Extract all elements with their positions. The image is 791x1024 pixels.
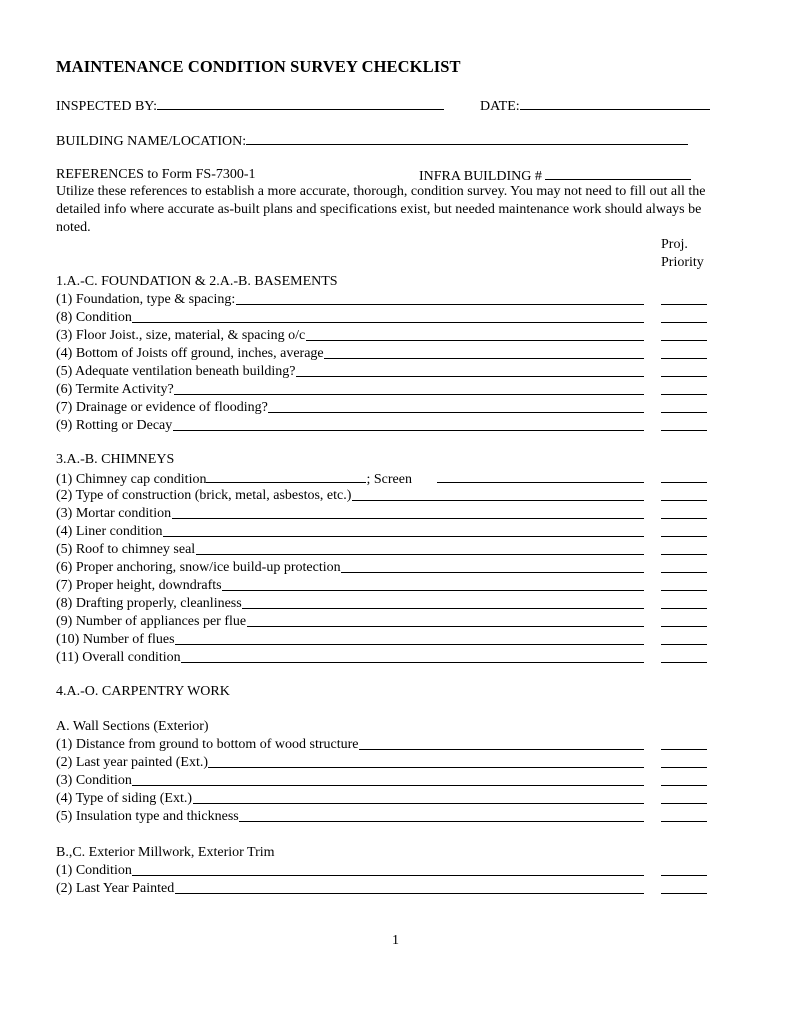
checklist-item-label: (6) Termite Activity?	[56, 382, 174, 397]
checklist-item-label: (7) Drainage or evidence of flooding?	[56, 400, 268, 415]
priority-field[interactable]	[661, 644, 707, 645]
priority-field[interactable]	[661, 803, 707, 804]
priority-field[interactable]	[661, 376, 707, 377]
date-row	[480, 96, 710, 114]
priority-field[interactable]	[661, 590, 707, 591]
checklist-item-field[interactable]	[341, 572, 644, 573]
priority-field[interactable]	[661, 572, 707, 573]
checklist-item-field[interactable]	[174, 394, 644, 395]
chimney-cap-label: (1) Chimney cap condition ; Screen	[56, 469, 412, 489]
checklist-item-row	[56, 613, 708, 631]
checklist-item-row	[56, 754, 708, 772]
checklist-item-field[interactable]	[208, 767, 644, 768]
page-title: MAINTENANCE CONDITION SURVEY CHECKLIST	[56, 57, 461, 76]
priority-field[interactable]	[661, 500, 707, 501]
checklist-item-row	[56, 309, 708, 327]
building-label: BUILDING NAME/LOCATION:	[56, 134, 247, 149]
priority-field[interactable]	[661, 554, 707, 555]
checklist-item-row	[56, 880, 708, 898]
checklist-item-label: (6) Proper anchoring, snow/ice build-up protection	[56, 560, 341, 575]
checklist-item-row	[56, 291, 708, 309]
checklist-item-field[interactable]	[132, 785, 644, 786]
checklist-item-label: (1) Distance from ground to bottom of wood structure	[56, 737, 359, 752]
checklist-item-label: (3) Mortar condition	[56, 506, 172, 521]
priority-field[interactable]	[661, 482, 707, 483]
priority-field[interactable]	[661, 322, 707, 323]
checklist-item-field[interactable]	[242, 608, 644, 609]
checklist-item-field[interactable]	[196, 554, 644, 555]
checklist-item-field[interactable]	[247, 626, 644, 627]
checklist-item-label: (9) Rotting or Decay	[56, 418, 173, 433]
priority-field[interactable]	[661, 430, 707, 431]
checklist-item-row	[56, 559, 708, 577]
checklist-item-row	[56, 595, 708, 613]
checklist-item-row	[56, 523, 708, 541]
inspected-by-label: INSPECTED BY:	[56, 99, 158, 114]
checklist-item-label: (8) Condition	[56, 310, 132, 325]
checklist-item-row	[56, 808, 708, 826]
checklist-item-field[interactable]	[132, 875, 644, 876]
chimney-cap-row	[56, 469, 708, 487]
screen-field[interactable]	[437, 482, 644, 483]
infra-label: INFRA BUILDING #	[419, 169, 542, 184]
references-label: REFERENCES to Form FS-7300-1	[56, 167, 256, 182]
proj-priority-header	[661, 236, 704, 272]
priority-field[interactable]	[661, 626, 707, 627]
checklist-item-field[interactable]	[175, 893, 644, 894]
wall-sections-heading: A. Wall Sections (Exterior)	[56, 719, 209, 734]
checklist-item-row	[56, 736, 708, 754]
checklist-item-label: (2) Last Year Painted	[56, 881, 175, 896]
checklist-item-label: (5) Insulation type and thickness	[56, 809, 239, 824]
checklist-item-label: (4) Liner condition	[56, 524, 163, 539]
priority-label: Priority	[661, 255, 704, 270]
instructions-text: Utilize these references to establish a more accurate, thorough, condition survey. You may not need to fill out all the detailed info where accurate as-built plans and specifications exist, but needed maintenance work should always be noted.	[56, 184, 706, 235]
checklist-item-label: (4) Bottom of Joists off ground, inches, average	[56, 346, 324, 361]
checklist-item-row	[56, 772, 708, 790]
checklist-item-row	[56, 577, 708, 595]
priority-field[interactable]	[661, 394, 707, 395]
priority-field[interactable]	[661, 358, 707, 359]
infra-field[interactable]	[545, 166, 691, 180]
checklist-item-label: (1) Condition	[56, 863, 132, 878]
checklist-item-label: (2) Last year painted (Ext.)	[56, 755, 208, 770]
chimney-cap-field[interactable]	[206, 469, 366, 483]
checklist-item-row	[56, 487, 708, 505]
date-label: DATE:	[480, 99, 520, 114]
checklist-item-field[interactable]	[193, 803, 644, 804]
inspected-by-row	[56, 96, 444, 114]
priority-field[interactable]	[661, 821, 707, 822]
checklist-item-label: (5) Roof to chimney seal	[56, 542, 196, 557]
checklist-item-row	[56, 417, 708, 435]
priority-field[interactable]	[661, 518, 707, 519]
priority-field[interactable]	[661, 662, 707, 663]
priority-field[interactable]	[661, 893, 707, 894]
checklist-item-row	[56, 541, 708, 559]
checklist-item-row	[56, 631, 708, 649]
checklist-item-label: (4) Type of siding (Ext.)	[56, 791, 193, 806]
date-field[interactable]	[520, 96, 710, 110]
checklist-item-field[interactable]	[172, 518, 644, 519]
building-field[interactable]	[246, 131, 688, 145]
checklist-item-row	[56, 381, 708, 399]
checklist-item-row	[56, 790, 708, 808]
checklist-item-row	[56, 862, 708, 880]
checklist-item-label: (3) Floor Joist., size, material, & spacing o/c	[56, 328, 306, 343]
proj-label: Proj.	[661, 237, 688, 252]
priority-field[interactable]	[661, 536, 707, 537]
references-row	[56, 166, 256, 184]
checklist-item-field[interactable]	[236, 304, 644, 305]
priority-field[interactable]	[661, 608, 707, 609]
priority-field[interactable]	[661, 875, 707, 876]
building-row	[56, 131, 688, 149]
checklist-item-field[interactable]	[175, 644, 644, 645]
priority-field[interactable]	[661, 412, 707, 413]
checklist-item-label: (10) Number of flues	[56, 632, 175, 647]
checklist-item-field[interactable]	[306, 340, 644, 341]
checklist-item-row	[56, 345, 708, 363]
checklist-item-row	[56, 363, 708, 381]
checklist-item-field[interactable]	[296, 376, 644, 377]
page-number: 1	[392, 933, 399, 948]
priority-field[interactable]	[661, 767, 707, 768]
priority-field[interactable]	[661, 749, 707, 750]
checklist-item-label: (9) Number of appliances per flue	[56, 614, 247, 629]
checklist-item-label: (3) Condition	[56, 773, 132, 788]
checklist-item-label: (11) Overall condition	[56, 650, 181, 665]
checklist-item-field[interactable]	[132, 322, 644, 323]
checklist-item-label: (1) Foundation, type & spacing:	[56, 292, 236, 307]
carpentry-heading: 4.A.-O. CARPENTRY WORK	[56, 684, 230, 699]
infra-row	[419, 166, 691, 184]
screen-label: ; Screen	[366, 472, 412, 487]
inspected-by-field[interactable]	[157, 96, 444, 110]
foundation-heading: 1.A.-C. FOUNDATION & 2.A.-B. BASEMENTS	[56, 274, 338, 289]
checklist-item-field[interactable]	[268, 412, 644, 413]
priority-field[interactable]	[661, 304, 707, 305]
checklist-item-label: (8) Drafting properly, cleanliness	[56, 596, 242, 611]
millwork-heading: B.,C. Exterior Millwork, Exterior Trim	[56, 845, 275, 860]
checklist-item-field[interactable]	[359, 749, 644, 750]
checklist-item-field[interactable]	[163, 536, 644, 537]
checklist-item-label: (2) Type of construction (brick, metal, asbestos, etc.)	[56, 488, 352, 503]
checklist-item-field[interactable]	[173, 430, 644, 431]
checklist-item-field[interactable]	[352, 500, 644, 501]
checklist-item-field[interactable]	[239, 821, 644, 822]
priority-field[interactable]	[661, 340, 707, 341]
checklist-item-row	[56, 399, 708, 417]
checklist-item-row	[56, 505, 708, 523]
checklist-item-label: (7) Proper height, downdrafts	[56, 578, 222, 593]
checklist-item-row	[56, 649, 708, 667]
checklist-item-label: (5) Adequate ventilation beneath building?	[56, 364, 296, 379]
checklist-item-field[interactable]	[222, 590, 644, 591]
priority-field[interactable]	[661, 785, 707, 786]
checklist-item-row	[56, 327, 708, 345]
checklist-item-field[interactable]	[181, 662, 644, 663]
checklist-item-field[interactable]	[324, 358, 644, 359]
chimneys-heading: 3.A.-B. CHIMNEYS	[56, 452, 175, 467]
